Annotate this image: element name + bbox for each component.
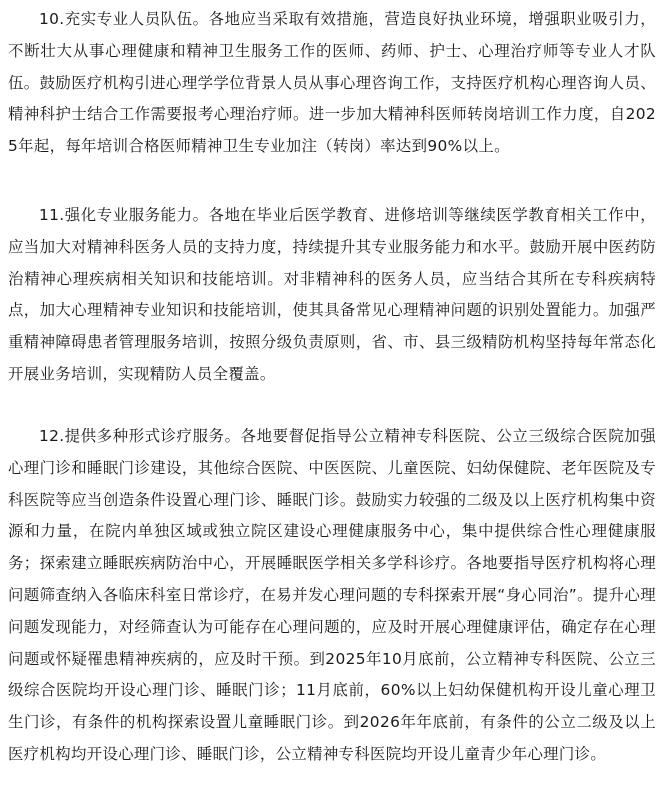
paragraph-10-staffing: 10.充实专业人员队伍。各地应当采取有效措施，营造良好执业环境，增强职业吸引力，不断壮大从事心理健康和精神卫生服务工作的医师、药师、护士、心理治疗师等专业人才队伍。鼓励医疗机构引进心理学学位背景人员从事心理咨询工作，支持医疗机构心理咨询人员、精神科护士结合工作需要报考心理治疗师。进一步加大精神科医师转岗培训工作力度，自2025年起，每年培训合格医师精神卫生专业加注（转岗）率达到90%以上。 [8,10,656,156]
paragraph-11-service-capacity: 11.强化专业服务能力。各地在毕业后医学教育、进修培训等继续医学教育相关工作中，应当加大对精神科医务人员的支持力度，持续提升其专业服务能力和水平。鼓励开展中医药防治精神心理疾病相关知识和技能培训。对非精神科的医务人员，应当结合其所在专科疾病特点，加大心理精神专业知识和技能培训，使其具备常见心理精神问题的识别处置能力。加强严重精神障碍患者管理服务培训，按照分级负责原则，省、市、县三级精防机构坚持每年常态化开展业务培训，实现精防人员全覆盖。 [8,206,656,383]
paragraph-12-clinical-services: 12.提供多种形式诊疗服务。各地要督促指导公立精神专科医院、公立三级综合医院加强心理门诊和睡眠门诊建设，其他综合医院、中医医院、儿童医院、妇幼保健院、老年医院及专科医院等应当创造条件设置心理门诊、睡眠门诊。鼓励实力较强的二级及以上医疗机构集中资源和力量，在院内单独区域或独立院区建设心理健康服务中心，集中提供综合性心理健康服务；探索建立睡眠疾病防治中心，开展睡眠医学相关多学科诊疗。各地要指导医疗机构将心理问题筛查纳入各临床科室日常诊疗，在易并发心理问题的专科探索开展“身心同治”。提升心理问题发现能力，对经筛查认为可能存在心理问题的，应及时开展心理健康评估，确定存在心理问题或怀疑罹患精神疾病的，应及时干预。到2025年10月底前，公立精神专科医院、公立三级综合医院均开设心理门诊、睡眠门诊；11月底前，60%以上妇幼保健机构开设儿童心理卫生门诊，有条件的机构探索设置儿童睡眠门诊。到2026年年底前，有条件的公立二级及以上医疗机构均开设心理门诊、睡眠门诊，公立精神专科医院均开设儿童青少年心理门诊。 [8,427,656,763]
